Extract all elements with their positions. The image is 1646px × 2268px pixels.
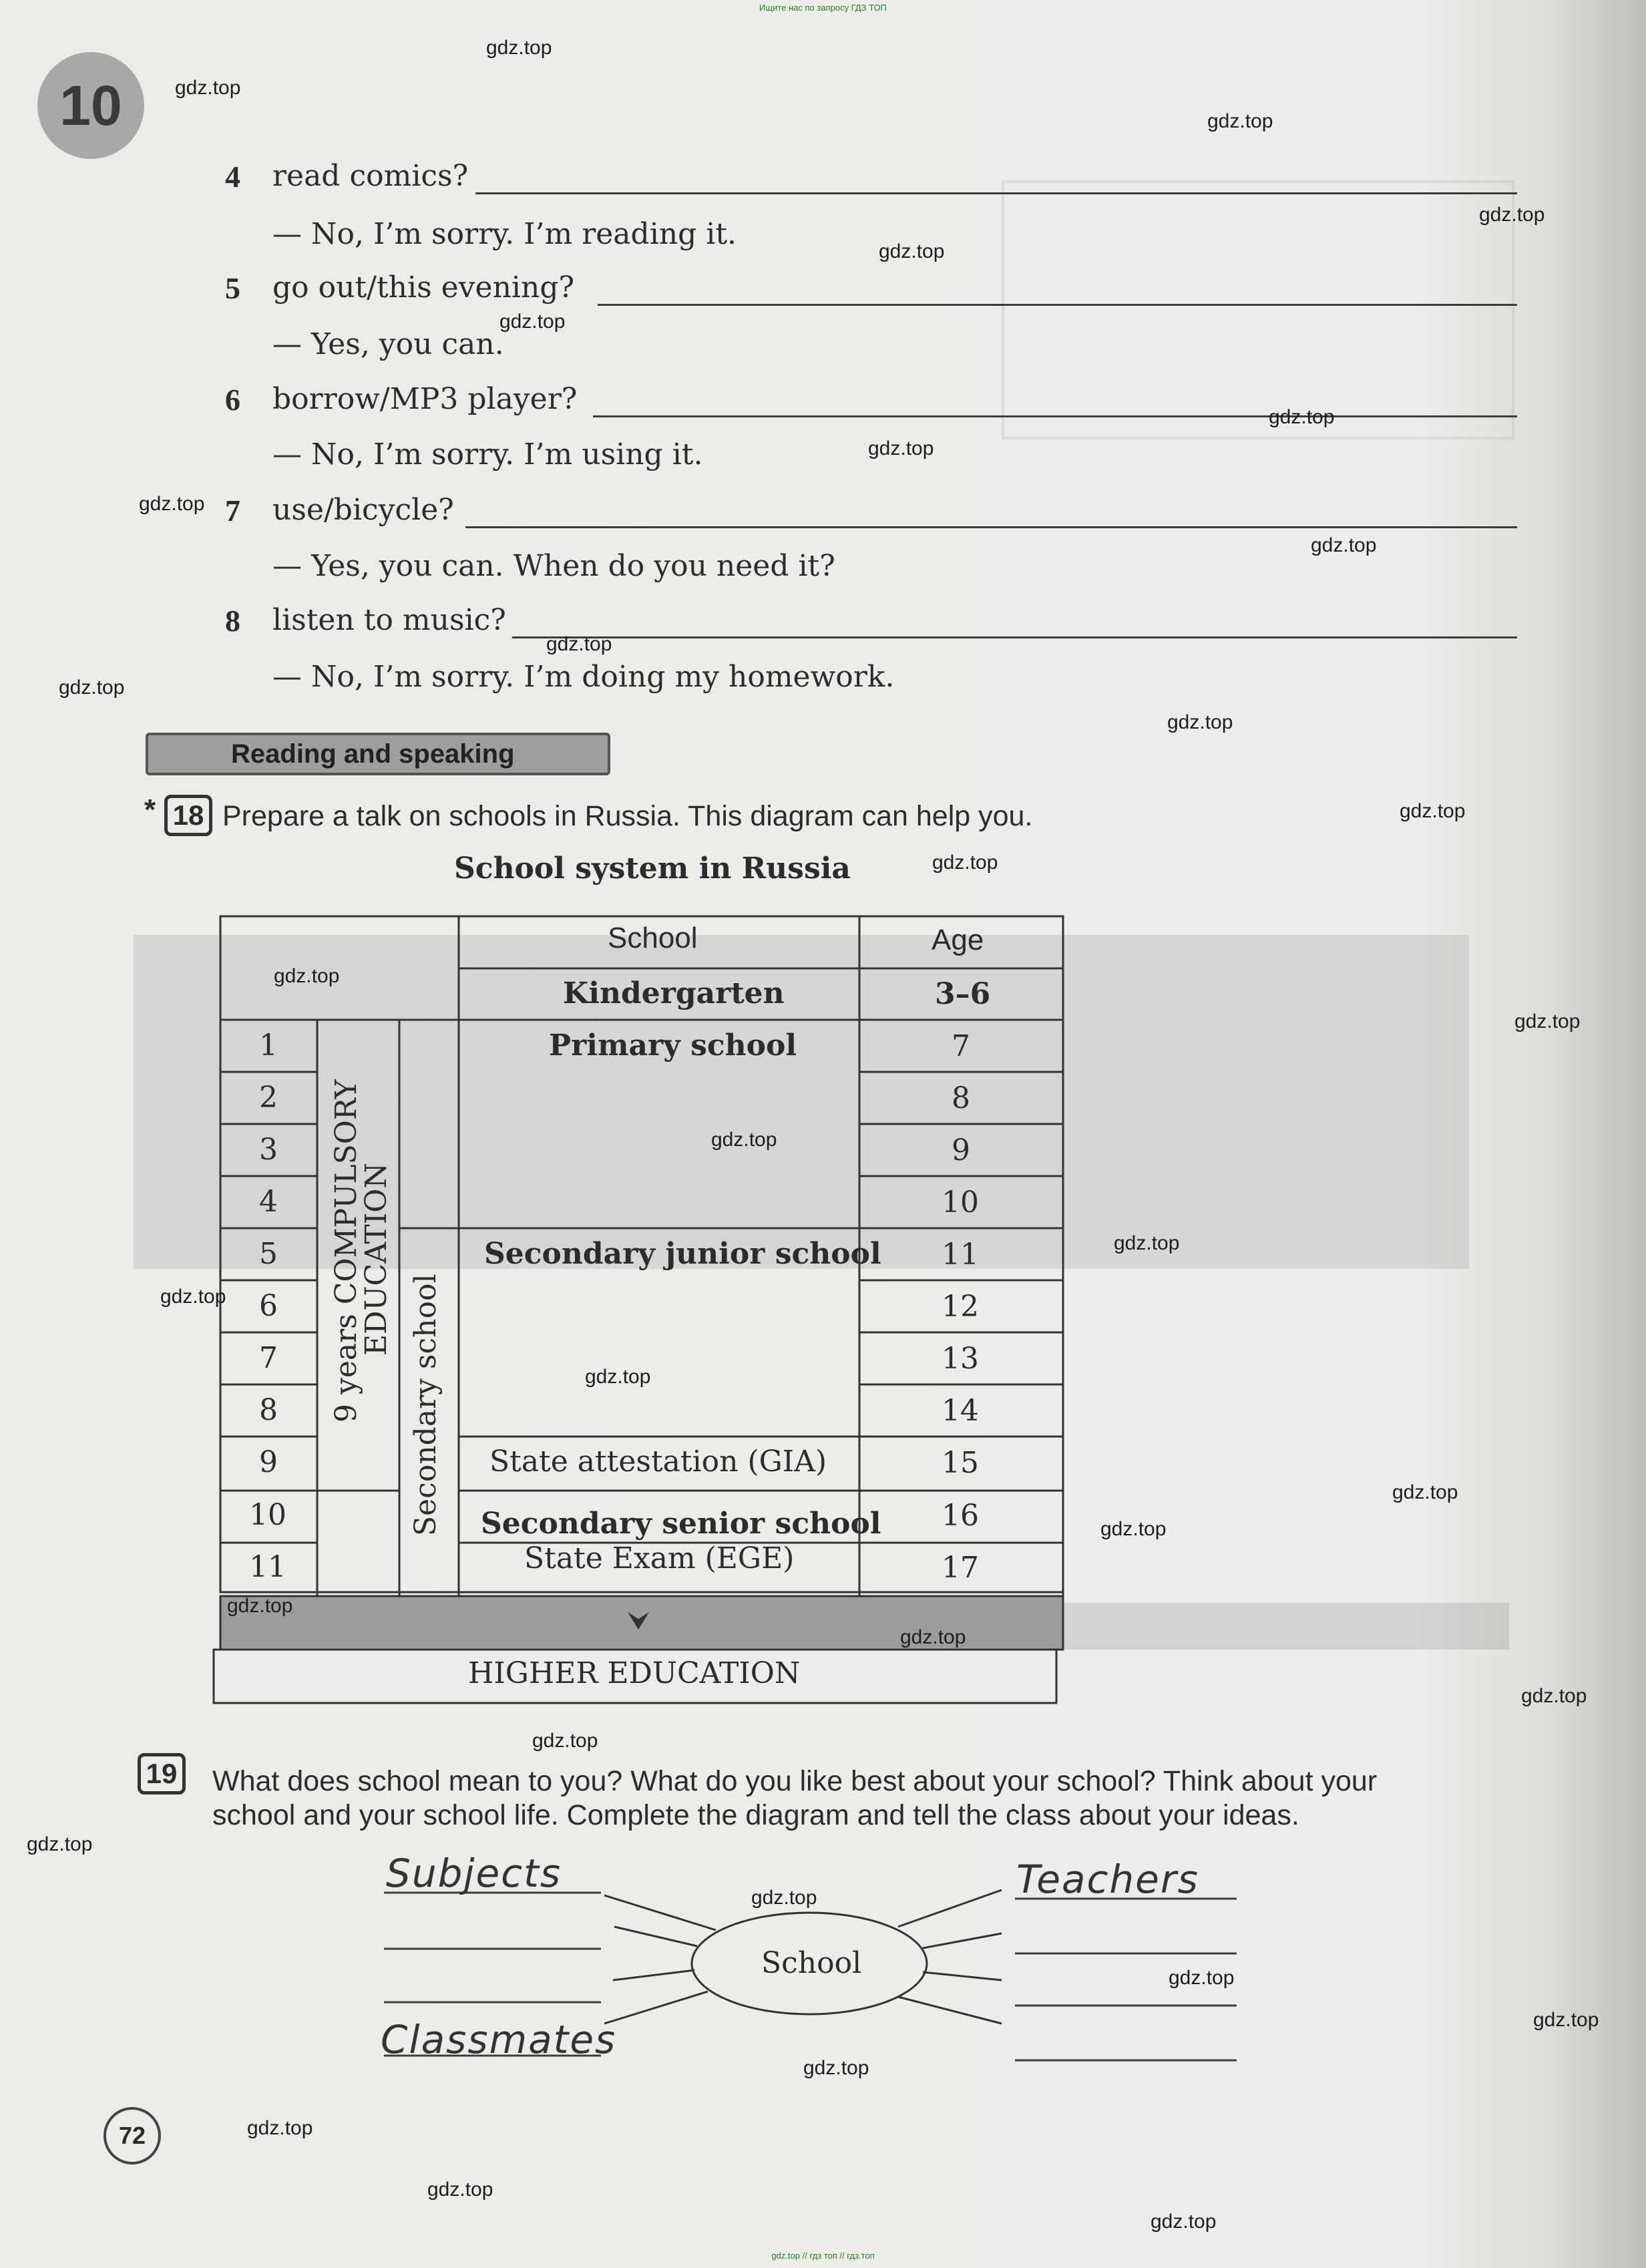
watermark-text: gdz.top — [160, 1286, 226, 1308]
exercise-item-prompt: borrow/MP3 player? — [272, 382, 578, 416]
grade-number: 10 — [249, 1498, 286, 1532]
task-number-box: 19 — [138, 1753, 186, 1794]
col-school-header: School — [608, 922, 698, 954]
watermark-text: gdz.top — [175, 77, 241, 99]
watermark-text: gdz.top — [751, 1887, 817, 1909]
watermark-text: gdz.top — [1167, 711, 1233, 733]
watermark-text: gdz.top — [27, 1833, 93, 1855]
age-value: 8 — [952, 1081, 970, 1115]
primary-school-label: Primary school — [549, 1028, 797, 1063]
watermark-text: gdz.top — [1479, 204, 1545, 226]
exercise-item-prompt: listen to music? — [272, 603, 506, 637]
exercise-item-reply: — Yes, you can. — [272, 327, 504, 361]
grade-number: 11 — [249, 1550, 286, 1584]
age-value: 13 — [942, 1342, 979, 1376]
age-value: 16 — [942, 1499, 979, 1533]
exercise-item-prompt: go out/this evening? — [272, 270, 575, 305]
secondary-senior-label: Secondary senior school — [481, 1507, 881, 1541]
exercise-item-reply: — No, I’m sorry. I’m reading it. — [272, 217, 737, 251]
task-instruction-line1: What does school mean to you? What do you like best about your school? Think about your — [212, 1765, 1378, 1797]
grade-number: 9 — [259, 1445, 278, 1479]
watermark-text: gdz.top — [139, 493, 205, 515]
section-title-bar: Reading and speaking — [146, 733, 610, 775]
exercise-item-number: 7 — [225, 494, 240, 528]
top-note: Ищите нас по запросу ГДЗ ТОП — [759, 3, 887, 13]
age-value: 12 — [942, 1290, 979, 1324]
watermark-text: gdz.top — [1514, 1010, 1581, 1032]
compulsory-label-line2: EDUCATION — [359, 1163, 393, 1356]
watermark-text: gdz.top — [59, 677, 125, 699]
task-instruction-line2: school and your school life. Complete the diagram and tell the class about your ideas. — [212, 1799, 1299, 1831]
col-age-header: Age — [932, 924, 984, 956]
watermark-text: gdz.top — [1311, 534, 1377, 556]
watermark-text: gdz.top — [1392, 1481, 1458, 1503]
watermark-text: gdz.top — [711, 1129, 777, 1151]
watermark-text: gdz.top — [1269, 406, 1335, 428]
handwritten-teachers[interactable]: Teachers — [1016, 1857, 1199, 1902]
handwritten-subjects[interactable]: Subjects — [386, 1851, 562, 1896]
mindmap-center-label: School — [761, 1946, 862, 1980]
watermark-text: gdz.top — [1521, 1685, 1587, 1707]
exercise-item-reply: — Yes, you can. When do you need it? — [272, 549, 835, 583]
kindergarten-label: Kindergarten — [563, 976, 785, 1010]
watermark-text: gdz.top — [486, 37, 552, 59]
age-value: 15 — [942, 1446, 979, 1480]
watermark-text: gdz.top — [900, 1626, 966, 1648]
watermark-text: gdz.top — [1533, 2009, 1599, 2031]
handwritten-classmates[interactable]: Classmates — [381, 2017, 617, 2062]
watermark-text: gdz.top — [274, 965, 340, 987]
exercise-item-prompt: read comics? — [272, 159, 469, 193]
watermark-text: gdz.top — [499, 311, 566, 333]
grade-number: 2 — [259, 1081, 278, 1115]
watermark-text: gdz.top — [532, 1730, 598, 1752]
age-value: 10 — [942, 1185, 979, 1219]
gia-label: State attestation (GIA) — [489, 1445, 827, 1479]
diagram-title: School system in Russia — [454, 852, 851, 886]
watermark-text: gdz.top — [1114, 1232, 1180, 1254]
exercise-item-number: 6 — [225, 383, 240, 417]
watermark-text: gdz.top — [1207, 110, 1273, 132]
watermark-text: gdz.top — [1151, 2211, 1217, 2233]
page-number: 72 — [104, 2107, 161, 2164]
compulsory-label-line1: 9 years COMPULSORY — [329, 1079, 363, 1423]
watermark-text: gdz.top — [1400, 800, 1466, 822]
watermark-text: gdz.top — [585, 1366, 651, 1388]
grade-number: 3 — [259, 1133, 278, 1167]
watermark-text: gdz.top — [227, 1595, 293, 1617]
watermark-text: gdz.top — [247, 2117, 313, 2139]
watermark-text: gdz.top — [546, 633, 612, 655]
grade-number: 6 — [259, 1289, 278, 1323]
secondary-school-vertical-label: Secondary school — [409, 1274, 443, 1536]
age-value: 17 — [942, 1551, 979, 1585]
exercise-item-number: 4 — [225, 160, 240, 194]
exercise-item-prompt: use/bicycle? — [272, 493, 454, 527]
higher-education-label: HIGHER EDUCATION — [468, 1656, 801, 1690]
exercise-item-number: 5 — [225, 271, 240, 305]
watermark-text: gdz.top — [879, 240, 945, 262]
grade-number: 7 — [259, 1341, 278, 1375]
task-number-box: 18 — [164, 795, 212, 836]
exercise-item-reply: — No, I’m sorry. I’m using it. — [272, 437, 703, 471]
secondary-junior-label: Secondary junior school — [484, 1237, 881, 1271]
grade-number: 5 — [259, 1237, 278, 1271]
ege-label: State Exam (EGE) — [524, 1541, 795, 1575]
age-value: 3–6 — [935, 977, 991, 1011]
bottom-note: gdz.top // гдз топ // гдз.топ — [771, 2251, 875, 2261]
watermark-text: gdz.top — [427, 2179, 493, 2201]
unit-number-badge: 10 — [37, 52, 144, 159]
age-value: 7 — [952, 1029, 970, 1063]
exercise-item-number: 8 — [225, 604, 240, 638]
task-instruction: Prepare a talk on schools in Russia. This diagram can help you. — [222, 800, 1033, 832]
age-value: 11 — [942, 1238, 979, 1272]
task-star: * — [144, 793, 156, 826]
exercise-item-reply: — No, I’m sorry. I’m doing my homework. — [272, 660, 895, 694]
watermark-text: gdz.top — [803, 2057, 869, 2079]
age-value: 14 — [942, 1394, 979, 1428]
watermark-text: gdz.top — [1169, 1967, 1235, 1989]
watermark-text: gdz.top — [868, 437, 934, 459]
grade-number: 4 — [259, 1185, 278, 1219]
age-value: 9 — [952, 1133, 970, 1167]
grade-number: 1 — [259, 1028, 278, 1063]
watermark-text: gdz.top — [932, 852, 998, 874]
watermark-text: gdz.top — [1100, 1518, 1167, 1540]
grade-number: 8 — [259, 1393, 278, 1427]
